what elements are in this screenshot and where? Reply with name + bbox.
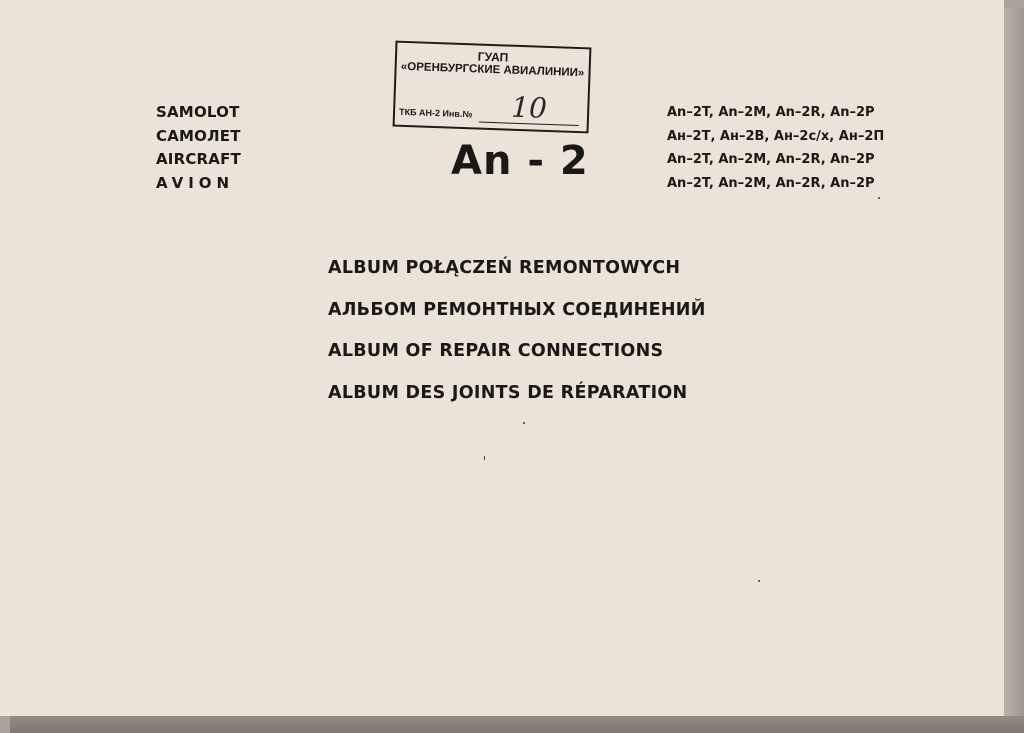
paper-speck xyxy=(758,580,760,582)
album-title-polish: ALBUM POŁĄCZEŃ REMONTOWYCH xyxy=(328,258,681,278)
model-title: An - 2 xyxy=(451,138,589,184)
aircraft-label-english: AIRCRAFT xyxy=(156,150,241,168)
paper-speck xyxy=(484,456,485,460)
stamp-organization: ГУАП xyxy=(477,49,509,65)
aircraft-label-polish: SAMOLOT xyxy=(156,103,240,121)
paper-speck xyxy=(878,197,880,199)
stamp-inventory-label: ТКБ АН-2 Инв.№ xyxy=(398,106,473,120)
variant-line: An–2T, An–2M, An–2R, An–2P xyxy=(667,105,875,120)
aircraft-label-list xyxy=(156,101,241,195)
variant-line: An–2T, An–2M, An–2R, An–2P xyxy=(667,175,875,191)
album-title-english: ALBUM OF REPAIR CONNECTIONS xyxy=(328,341,664,361)
variant-list xyxy=(667,101,884,195)
inventory-stamp xyxy=(393,41,592,134)
aircraft-label-french: AVION xyxy=(156,173,235,192)
paper-speck xyxy=(523,422,525,424)
album-title-list xyxy=(328,248,706,414)
album-title-french: ALBUM DES JOINTS DE RÉPARATION xyxy=(328,382,688,403)
aircraft-label-russian: САМОЛЕТ xyxy=(156,126,241,145)
page-edge-shadow-right xyxy=(1004,8,1024,733)
stamp-airline-name: «ОРЕНБУРГСКИЕ АВИАЛИНИИ» xyxy=(400,60,585,80)
album-title-russian: АЛЬБОМ РЕМОНТНЫХ СОЕДИНЕНИЙ xyxy=(328,299,706,320)
variant-line: An–2T, An–2M, An–2R, An–2P xyxy=(667,152,875,167)
stamp-inventory-number: 10 xyxy=(510,90,548,125)
page-edge-shadow-bottom xyxy=(10,716,1024,733)
variant-line: Ан–2Т, Ан–2В, Ан–2с/х, Ан–2П xyxy=(667,128,885,144)
